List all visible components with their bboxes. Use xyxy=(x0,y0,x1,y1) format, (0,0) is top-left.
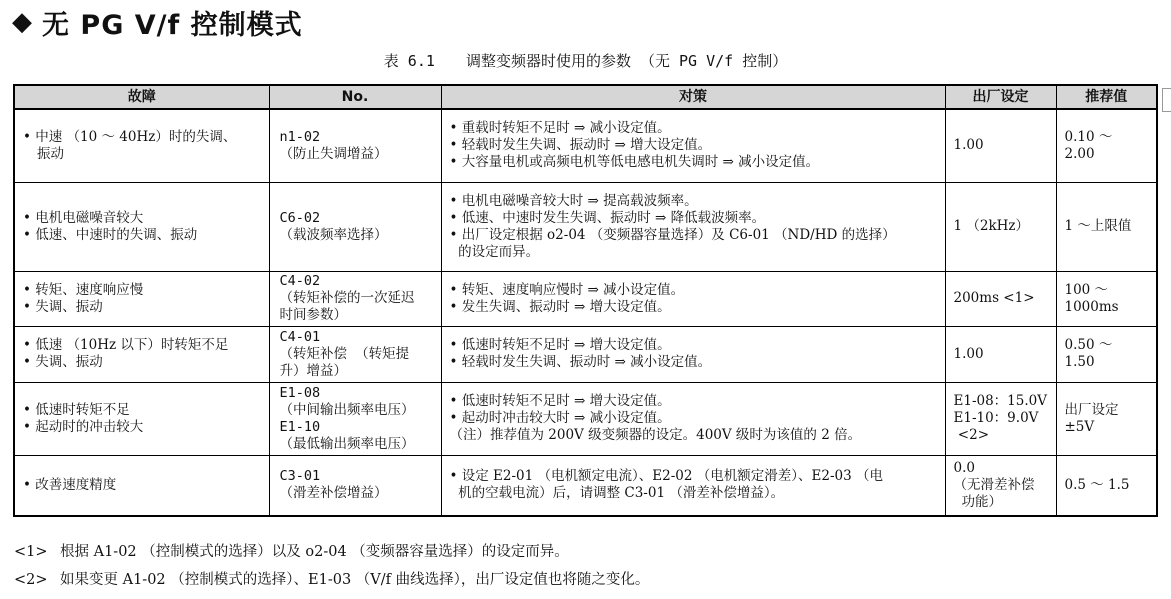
default-value: 1 （2kHz） xyxy=(953,218,1030,234)
measure-note: （注）推荐值为 200V 级变频器的设定。400V 级时为该值的 2 倍。 xyxy=(449,427,862,443)
measure-line: • 轻载时发生失调、振动时 ⇒ 增大设定值。 xyxy=(449,137,712,154)
recommended-cell xyxy=(1056,382,1157,455)
param-no-cell xyxy=(269,455,441,516)
default-footnote-ref: <2> xyxy=(953,427,990,443)
fault-line: • 转矩、速度响应慢 xyxy=(23,281,144,298)
default-value: 1.00 xyxy=(953,345,984,362)
param-code: C4-01 xyxy=(279,328,321,345)
table-header-row xyxy=(14,85,1157,109)
table-row xyxy=(14,455,1157,516)
measure-line: • 低速时转矩不足时 ⇒ 增大设定值。 xyxy=(449,337,671,353)
recommended-value: 1.50 xyxy=(1064,354,1095,370)
param-code: E1-10 xyxy=(279,418,321,435)
black-diamond-icon: ◆ xyxy=(12,7,32,37)
recommended-value: 0.5 ～ 1.5 xyxy=(1064,476,1130,493)
default-value: E1-10：9.0V xyxy=(953,410,1039,426)
recommended-cell xyxy=(1056,326,1157,382)
fault-line: • 电机电磁噪音较大 xyxy=(23,209,144,226)
fault-line: • 改善速度精度 xyxy=(23,476,117,493)
param-code: C6-02 xyxy=(279,209,321,226)
recommended-value: 出厂设定 xyxy=(1064,401,1119,418)
measure-line: • 起动时冲击较大时 ⇒ 减小设定值。 xyxy=(449,410,671,426)
measure-line: • 大容量电机或高频电机等低电感电机失调时 ⇒ 减小设定值。 xyxy=(449,154,820,171)
param-name: （滑差补偿增益） xyxy=(279,485,388,502)
table-row xyxy=(14,326,1157,382)
default-value: 功能） xyxy=(961,493,1002,510)
measures-cell xyxy=(441,182,945,271)
param-code: E1-08 xyxy=(279,384,321,401)
fault-cell xyxy=(14,109,269,182)
measures-cell xyxy=(441,109,945,182)
default-cell xyxy=(945,271,1056,326)
table-caption-title: 调整变频器时使用的参数 （无 PG V/f 控制） xyxy=(465,52,788,70)
table-row xyxy=(14,109,1157,182)
recommended-cell xyxy=(1056,455,1157,516)
measure-line: • 电机电磁噪音较大时 ⇒ 提高载波频率。 xyxy=(449,192,698,209)
default-cell xyxy=(945,326,1056,382)
section-heading-text: 无 PG V/f 控制模式 xyxy=(42,9,303,41)
table-row xyxy=(14,182,1157,271)
measure-line: 的设定而异。 xyxy=(449,243,540,260)
param-name: （防止失调增益） xyxy=(279,145,388,162)
param-code: n1-02 xyxy=(279,128,321,145)
footnote-mark: <1> xyxy=(14,544,48,560)
default-value: （无滑差补偿 xyxy=(953,476,1035,493)
param-name: （载波频率选择） xyxy=(279,226,388,243)
param-no-cell xyxy=(269,382,441,455)
param-name: （转矩补偿 （转矩提 xyxy=(279,345,410,362)
measure-line: • 发生失调、振动时 ⇒ 增大设定值。 xyxy=(449,298,671,315)
table-caption xyxy=(0,50,1171,71)
default-cell xyxy=(945,109,1056,182)
param-code: C3-01 xyxy=(279,468,321,485)
fault-line: • 低速时转矩不足 xyxy=(23,401,130,418)
recommended-value: ±5V xyxy=(1064,418,1095,435)
footnote xyxy=(14,566,649,594)
table-row xyxy=(14,382,1157,455)
fault-cell xyxy=(14,182,269,271)
param-name: （转矩补偿的一次延迟 xyxy=(279,290,415,306)
recommended-value: 1 ～上限值 xyxy=(1064,218,1132,234)
default-cell xyxy=(945,182,1056,271)
default-value: 1.00 xyxy=(953,137,984,154)
measures-cell xyxy=(441,382,945,455)
table-row xyxy=(14,271,1157,326)
default-value: E1-08：15.0V xyxy=(953,393,1047,409)
footnote xyxy=(14,538,649,566)
fault-line: • 低速 （10Hz 以下）时转矩不足 xyxy=(23,337,229,353)
fault-cell xyxy=(14,271,269,326)
measures-cell xyxy=(441,326,945,382)
param-code: C4-02 xyxy=(279,273,321,289)
measure-line: • 重载时转矩不足时 ⇒ 减小设定值。 xyxy=(449,120,671,137)
footnote-mark: <2> xyxy=(14,572,48,588)
header-fault: 故障 xyxy=(14,85,269,109)
measure-line: • 转矩、速度响应慢时 ⇒ 减小设定值。 xyxy=(449,281,685,298)
page-edge-tab xyxy=(1162,88,1171,112)
table-caption-number: 表 6.1 xyxy=(383,52,435,70)
recommended-value: 100 ～ xyxy=(1064,281,1109,298)
param-no-cell xyxy=(269,109,441,182)
fault-line: • 中速 （10 ～ 40Hz）时的失调、 xyxy=(23,128,237,145)
recommended-cell xyxy=(1056,271,1157,326)
default-cell xyxy=(945,382,1056,455)
fault-cell xyxy=(14,382,269,455)
param-no-cell xyxy=(269,182,441,271)
measure-line: • 低速时转矩不足时 ⇒ 增大设定值。 xyxy=(449,393,671,409)
measure-line: 机的空载电流）后，请调整 C3-01 （滑差补偿增益）。 xyxy=(449,485,785,502)
section-heading xyxy=(12,2,303,42)
recommended-value: 0.50 ～ xyxy=(1064,337,1113,353)
recommended-value: 1000ms xyxy=(1064,298,1119,315)
recommended-value: 2.00 xyxy=(1064,145,1095,162)
fault-line: • 低速、中速时的失调、振动 xyxy=(23,226,198,243)
measure-line: • 设定 E2-01 （电机额定电流）、E2-02 （电机额定滑差）、E2-03 （电 xyxy=(449,468,883,485)
fault-cell xyxy=(14,455,269,516)
recommended-cell xyxy=(1056,109,1157,182)
default-value: 200ms <1> xyxy=(953,290,1035,306)
fault-line: • 失调、振动 xyxy=(23,298,103,315)
fault-line: • 失调、振动 xyxy=(23,354,103,370)
footnotes xyxy=(14,538,649,594)
footnote-text: 根据 A1-02 （控制模式的选择）以及 o2-04 （变频器容量选择）的设定而异。 xyxy=(60,544,569,560)
recommended-value: 0.10 ～ xyxy=(1064,128,1113,145)
param-no-cell xyxy=(269,326,441,382)
header-recommended: 推荐值 xyxy=(1056,85,1157,109)
fault-line: 振动 xyxy=(37,145,64,162)
param-no-cell xyxy=(269,271,441,326)
measure-line: • 轻载时发生失调、振动时 ⇒ 减小设定值。 xyxy=(449,354,712,370)
measure-line: • 低速、中速时发生失调、振动时 ⇒ 降低载波频率。 xyxy=(449,209,766,226)
header-default: 出厂设定 xyxy=(945,85,1056,109)
default-cell xyxy=(945,455,1056,516)
default-value: 0.0 xyxy=(953,459,975,476)
param-name: （中间输出频率电压） xyxy=(279,401,415,418)
footnote-text: 如果变更 A1-02 （控制模式的选择）、E1-03 （V/f 曲线选择），出厂设定值也将随之变化。 xyxy=(60,572,650,588)
param-name: 升）增益） xyxy=(279,362,347,379)
measures-cell xyxy=(441,455,945,516)
fault-line: • 起动时的冲击较大 xyxy=(23,418,144,435)
header-measures: 对策 xyxy=(441,85,945,109)
header-no: No. xyxy=(269,85,441,109)
param-name: （最低输出频率电压） xyxy=(279,435,415,452)
param-name: 时间参数） xyxy=(279,307,347,323)
fault-cell xyxy=(14,326,269,382)
measure-line: • 出厂设定根据 o2-04 （变频器容量选择）及 C6-01 （ND/HD 的选择） xyxy=(449,226,896,243)
parameter-table xyxy=(13,84,1158,517)
recommended-cell xyxy=(1056,182,1157,271)
measures-cell xyxy=(441,271,945,326)
